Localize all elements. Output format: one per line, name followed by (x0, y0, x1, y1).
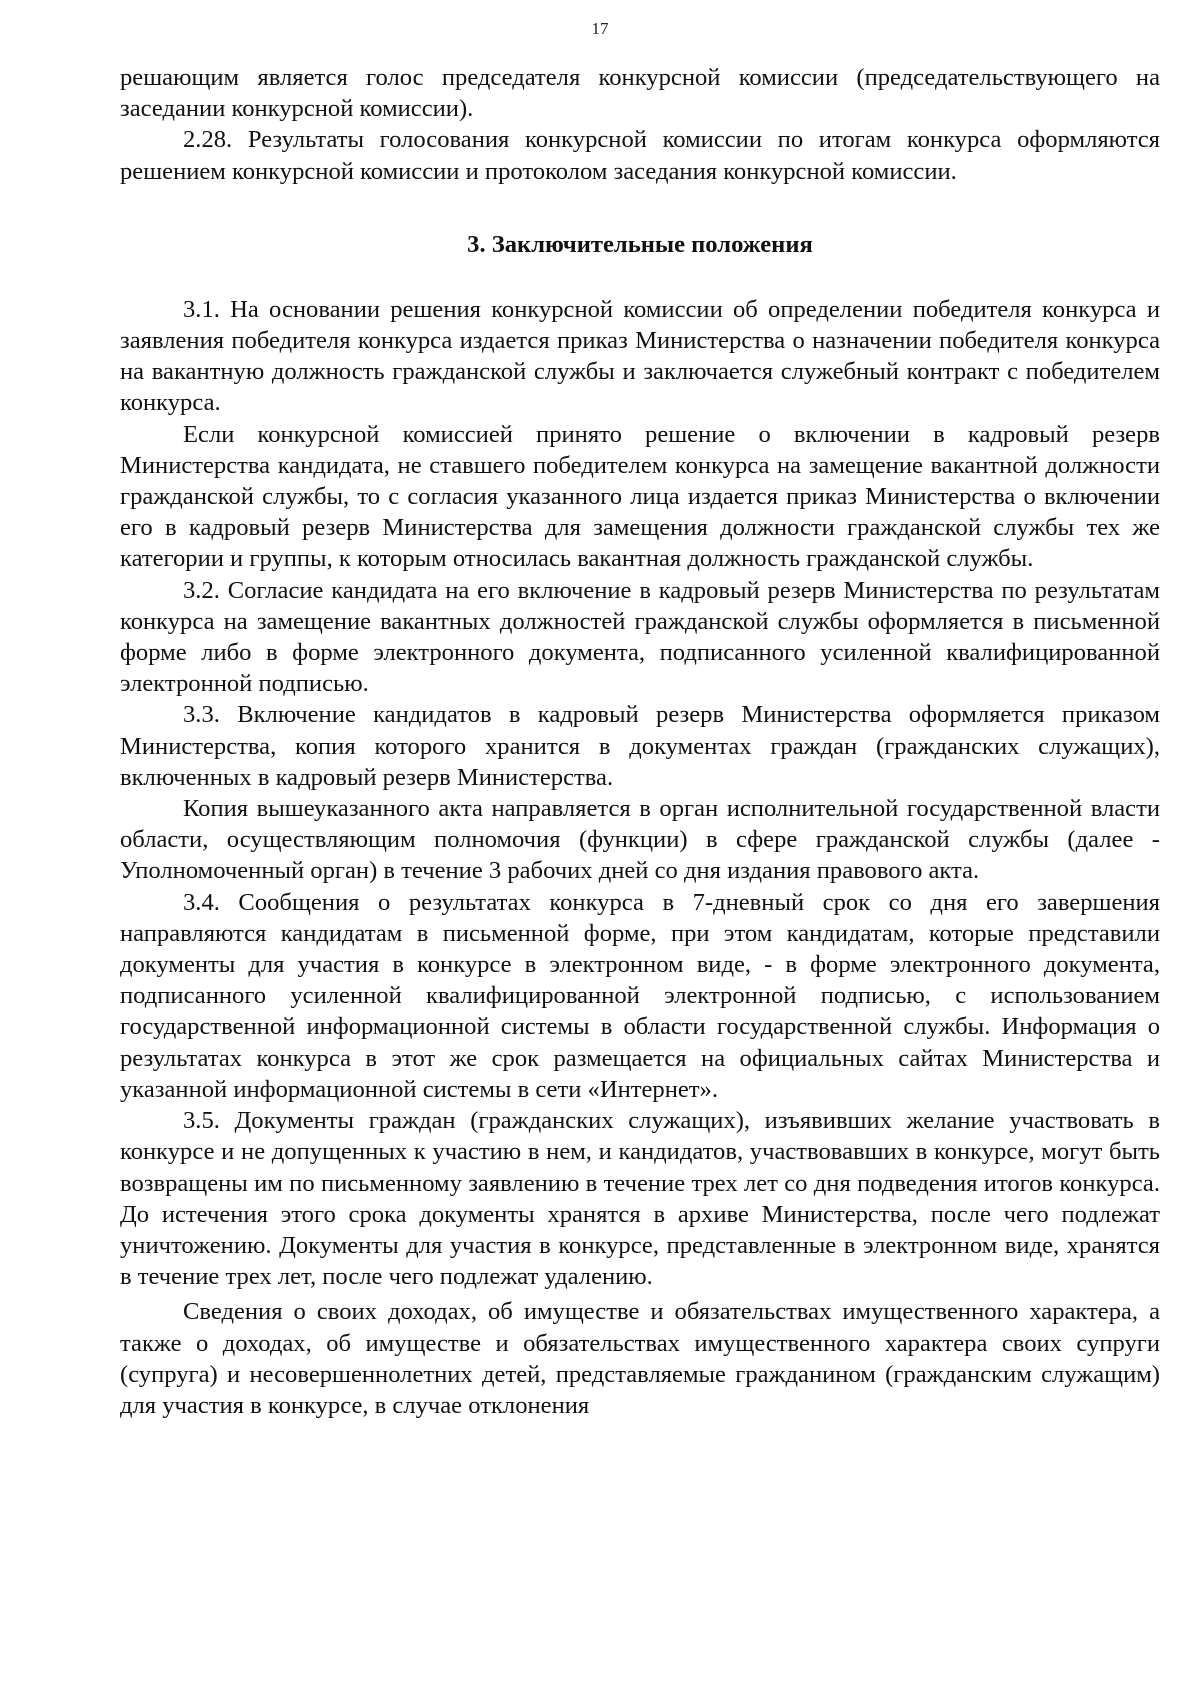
page-number: 17 (591, 19, 609, 38)
paragraph-3-3: 3.3. Включение кандидатов в кадровый резерв Министерства оформляется приказом Министерства, копия которого хранится в документах граждан (гражданских служащих), включенных в кадровый резерв Министерства. (120, 701, 1160, 791)
document-body (120, 62, 1160, 1421)
paragraph-3-2: 3.2. Согласие кандидата на его включение в кадровый резерв Министерства по результатам конкурса на замещение вакантных должностей гражданской службы оформляется в письменной форме либо в форме электронного документа, подписанного усиленной квалифицированной электронной подписью. (120, 576, 1160, 698)
paragraph-copy-of-act: Копия вышеуказанного акта направляется в орган исполнительной государственной власти области, осуществляющим полномочия (функции) в сфере гражданской службы (далее - Уполномоченный орган) в течение 3 рабочих дней со дня издания правового акта. (120, 795, 1160, 885)
section-heading: 3. Заключительные положения (467, 230, 813, 258)
paragraph-2-28: 2.28. Результаты голосования конкурсной комиссии по итогам конкурса оформляются решением конкурсной комиссии и протоколом заседания конкурсной комиссии. (120, 126, 1160, 185)
paragraph-income-info: Сведения о своих доходах, об имуществе и обязательствах имущественного характера, а также о доходах, об имуществе и обязательствах имущественного характера своих супруги (супруга) и несовершеннолетних детей, представляемые гражданином (гражданским служащим) для участия в конкурсе, в случае отклонения (120, 1298, 1160, 1419)
spacer (120, 187, 1160, 229)
paragraph-3-1: 3.1. На основании решения конкурсной комиссии об определении победителя конкурса и заявления победителя конкурса издается приказ Министерства о назначении победителя конкурса на вакантную должность гражданской службы и заключается служебный контракт с победителем конкурса. (120, 295, 1160, 417)
spacer (120, 260, 1160, 294)
paragraph-continuation: решающим является голос председателя конкурсной комиссии (председательствующего на заседании конкурсной комиссии). (120, 64, 1160, 123)
paragraph-reserve-inclusion: Если конкурсной комиссией принято решение о включении в кадровый резерв Министерства кандидата, не ставшего победителем конкурса на замещение вакантной должности гражданской службы, то с согласия указанного лица издается приказ Министерства о включении его в кадровый резерв Министерства для замещения должности гражданской службы тех же категории и группы, к которым относилась вакантная должность гражданской службы. (120, 420, 1160, 573)
paragraph-3-4: 3.4. Сообщения о результатах конкурса в 7-дневный срок со дня его завершения направляются кандидатам в письменной форме, при этом кандидатам, которые представили документы для участия в конкурсе в электронном виде, - в форме электронного документа, подписанного усиленной квалифицированной электронной подписью, с использованием государственной информационной системы в области государственной службы. Информация о результатах конкурса в этот же срок размещается на официальных сайтах Министерства и указанной информационной системы в сети «Интернет». (120, 888, 1160, 1103)
paragraph-3-5: 3.5. Документы граждан (гражданских служащих), изъявивших желание участвовать в конкурсе и не допущенных к участию в нем, и кандидатов, участвовавших в конкурсе, могут быть возвращены им по письменному заявлению в течение трех лет со дня подведения итогов конкурса. До истечения этого срока документы хранятся в архиве Министерства, после чего подлежат уничтожению. Документы для участия в конкурсе, представленные в электронном виде, хранятся в течение трех лет, после чего подлежат удалению. (120, 1107, 1160, 1291)
